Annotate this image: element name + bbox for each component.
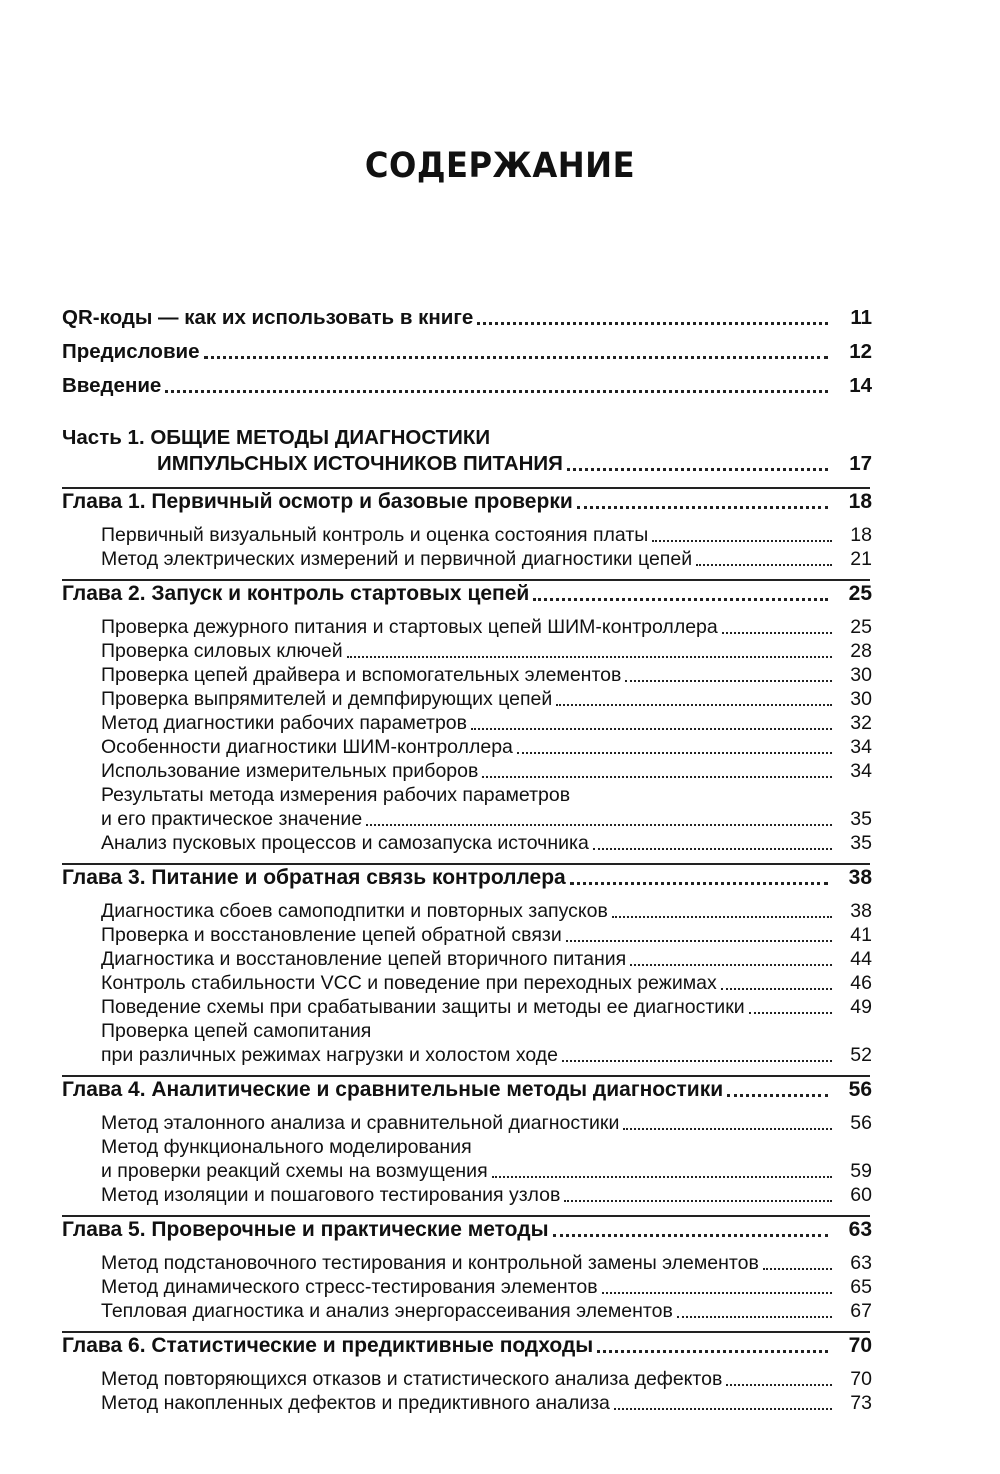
chapter-title-label: Глава 1. Первичный осмотр и базовые проверки [62, 490, 573, 513]
subsection-entry [101, 548, 872, 571]
chapter-title [62, 1218, 872, 1242]
subsection-entry-page: 41 [850, 924, 872, 946]
subsection-entry-label: и проверки реакций схемы на возмущения [101, 1160, 488, 1182]
subsection-entry [101, 616, 872, 639]
subsection-entry [101, 924, 872, 947]
subsection-entry-page: 73 [850, 1392, 872, 1414]
subsection-entry-label: Диагностика сбоев самоподпитки и повторных запусков [101, 900, 608, 922]
part-heading-page: 17 [849, 452, 872, 475]
chapter-title-label: Глава 2. Запуск и контроль стартовых цепей [62, 582, 530, 605]
subsection-entry-label: Проверка выпрямителей и демпфирующих цепей [101, 688, 553, 710]
chapter-title [62, 866, 872, 890]
front-entry-label: Введение [62, 374, 162, 397]
dot-leader [623, 1128, 832, 1130]
chapter-divider [62, 1215, 870, 1217]
dot-leader [677, 1316, 832, 1318]
subsection-entry-page: 21 [850, 548, 872, 570]
subsection-entry-label: Метод повторяющихся отказов и статистического анализа дефектов [101, 1368, 723, 1390]
dot-leader [696, 564, 832, 566]
chapter-divider [62, 487, 870, 489]
chapter-title [62, 490, 872, 514]
chapter-title-page: 18 [848, 490, 872, 513]
part-heading [157, 452, 872, 476]
dot-leader [570, 882, 828, 885]
dot-leader [562, 1060, 832, 1062]
subsection-entry [101, 524, 872, 547]
chapter-title-page: 25 [848, 582, 872, 605]
front-entry-page: 11 [850, 306, 872, 329]
dot-leader [517, 752, 832, 754]
subsection-line1: Результаты метода измерения рабочих параметров [101, 784, 571, 806]
subsection-entry [101, 688, 872, 711]
dot-leader [726, 1384, 832, 1386]
subsection-entry [101, 664, 872, 687]
subsection-entry-page: 32 [850, 712, 872, 734]
subsection-entry [101, 712, 872, 735]
subsection-entry-page: 44 [850, 948, 872, 970]
front-entry-label: Предисловие [62, 340, 200, 363]
subsection-entry-label: Использование измерительных приборов [101, 760, 479, 782]
subsection-entry-page: 70 [850, 1368, 872, 1390]
front-entry-page: 14 [849, 374, 872, 397]
chapter-divider [62, 579, 870, 581]
chapter-divider [62, 863, 870, 865]
part-heading-line1: Часть 1. ОБЩИЕ МЕТОДЫ ДИАГНОСТИКИ [62, 426, 491, 449]
subsection-entry [101, 1160, 872, 1183]
subsection-entry-label: и его практическое значение [101, 808, 363, 830]
dot-leader [347, 656, 832, 658]
subsection-entry [101, 1368, 872, 1391]
chapter-title-page: 63 [848, 1218, 872, 1241]
subsection-entry-page: 60 [850, 1184, 872, 1206]
subsection-entry [101, 948, 872, 971]
dot-leader [630, 964, 832, 966]
chapter-title-label: Глава 3. Питание и обратная связь контроллера [62, 866, 566, 889]
dot-leader [366, 824, 832, 826]
dot-leader [625, 680, 832, 682]
subsection-entry-label: Тепловая диагностика и анализ энергорассеивания элементов [101, 1300, 673, 1322]
dot-leader [614, 1408, 832, 1410]
dot-leader [556, 704, 832, 706]
subsection-entry-page: 25 [850, 616, 872, 638]
chapter-title [62, 1078, 872, 1102]
subsection-entry [101, 1112, 872, 1135]
dot-leader [612, 916, 832, 918]
subsection-entry-page: 34 [850, 760, 872, 782]
subsection-entry-label: Метод изоляции и пошагового тестирования узлов [101, 1184, 561, 1206]
subsection-entry-page: 28 [850, 640, 872, 662]
dot-leader [482, 776, 832, 778]
page-title: СОДЕРЖАНИЕ [364, 146, 636, 186]
subsection-entry-label: Проверка дежурного питания и стартовых цепей ШИМ-контроллера [101, 616, 718, 638]
part-heading-line2: ИМПУЛЬСНЫХ ИСТОЧНИКОВ ПИТАНИЯ [157, 452, 563, 475]
subsection-entry-page: 34 [850, 736, 872, 758]
subsection-entry-page: 35 [850, 808, 872, 830]
subsection-entry-label: Метод подстановочного тестирования и контрольной замены элементов [101, 1252, 759, 1274]
subsection-entry [101, 760, 872, 783]
subsection-entry-label: Диагностика и восстановление цепей вторичного питания [101, 948, 627, 970]
subsection-entry [101, 1252, 872, 1275]
subsection-entry-page: 52 [850, 1044, 872, 1066]
subsection-entry-page: 18 [850, 524, 872, 546]
front-entry [62, 374, 872, 398]
subsection-entry-label: Поведение схемы при срабатывании защиты и методы ее диагностики [101, 996, 745, 1018]
subsection-entry-page: 35 [850, 832, 872, 854]
subsection-entry-page: 38 [850, 900, 872, 922]
subsection-entry [101, 736, 872, 759]
chapter-title [62, 1334, 872, 1358]
subsection-entry-page: 67 [850, 1300, 872, 1322]
dot-leader [593, 848, 832, 850]
chapter-title-label: Глава 6. Статистические и предиктивные подходы [62, 1334, 594, 1357]
front-entry [62, 340, 872, 364]
subsection-line1: Метод функционального моделирования [101, 1136, 472, 1158]
dot-leader [566, 940, 832, 942]
subsection-entry-page: 46 [850, 972, 872, 994]
dot-leader [564, 1200, 832, 1202]
subsection-entry-label: Проверка силовых ключей [101, 640, 343, 662]
subsection-entry-label: Метод электрических измерений и первичной диагностики цепей [101, 548, 693, 570]
subsection-entry-label: Метод диагностики рабочих параметров [101, 712, 468, 734]
chapter-title-page: 38 [848, 866, 872, 889]
subsection-entry-label: Проверка и восстановление цепей обратной связи [101, 924, 562, 946]
front-entry-label: QR-коды — как их использовать в книге [62, 306, 474, 329]
subsection-entry-label: Проверка цепей драйвера и вспомогательных элементов [101, 664, 622, 686]
dot-leader [492, 1176, 832, 1178]
chapter-title-page: 70 [848, 1334, 872, 1357]
dot-leader [749, 1012, 832, 1014]
dot-leader [727, 1094, 828, 1097]
subsection-entry [101, 1300, 872, 1323]
chapter-title [62, 582, 872, 606]
dot-leader [722, 632, 832, 634]
dot-leader [477, 322, 828, 325]
dot-leader [763, 1268, 832, 1270]
subsection-entry-page: 59 [850, 1160, 872, 1182]
dot-leader [577, 506, 828, 509]
dot-leader [652, 540, 832, 542]
subsection-entry-label: Анализ пусковых процессов и самозапуска источника [101, 832, 589, 854]
subsection-entry [101, 832, 872, 855]
subsection-entry-page: 63 [850, 1252, 872, 1274]
subsection-entry [101, 1184, 872, 1207]
dot-leader [553, 1234, 829, 1237]
chapter-title-page: 56 [848, 1078, 872, 1101]
dot-leader [204, 356, 828, 359]
dot-leader [165, 390, 828, 393]
front-entry [62, 306, 872, 330]
chapter-title-label: Глава 4. Аналитические и сравнительные методы диагностики [62, 1078, 724, 1101]
subsection-entry-label: Метод накопленных дефектов и предиктивного анализа [101, 1392, 610, 1414]
subsection-entry-label: Метод динамического стресс-тестирования элементов [101, 1276, 598, 1298]
chapter-divider [62, 1075, 870, 1077]
subsection-line1: Проверка цепей самопитания [101, 1020, 372, 1042]
subsection-entry-label: Первичный визуальный контроль и оценка состояния платы [101, 524, 649, 546]
dot-leader [597, 1350, 828, 1353]
subsection-entry [101, 808, 872, 831]
subsection-entry-page: 56 [850, 1112, 872, 1134]
dot-leader [602, 1292, 832, 1294]
dot-leader [533, 598, 828, 601]
subsection-entry-page: 30 [850, 688, 872, 710]
subsection-entry-label: Особенности диагностики ШИМ-контроллера [101, 736, 513, 758]
subsection-entry [101, 996, 872, 1019]
subsection-entry-label: Контроль стабильности VCC и поведение при переходных режимах [101, 972, 717, 994]
subsection-entry [101, 1276, 872, 1299]
dot-leader [567, 468, 828, 471]
dot-leader [721, 988, 832, 990]
subsection-entry [101, 900, 872, 923]
subsection-entry [101, 640, 872, 663]
subsection-entry [101, 1392, 872, 1415]
front-entry-page: 12 [849, 340, 872, 363]
subsection-entry-page: 65 [850, 1276, 872, 1298]
subsection-entry [101, 1044, 872, 1067]
chapter-divider [62, 1331, 870, 1333]
subsection-entry-page: 30 [850, 664, 872, 686]
subsection-entry [101, 972, 872, 995]
subsection-entry-page: 49 [850, 996, 872, 1018]
dot-leader [471, 728, 832, 730]
chapter-title-label: Глава 5. Проверочные и практические методы [62, 1218, 549, 1241]
subsection-entry-label: при различных режимах нагрузки и холостом ходе [101, 1044, 559, 1066]
subsection-entry-label: Метод эталонного анализа и сравнительной диагностики [101, 1112, 620, 1134]
